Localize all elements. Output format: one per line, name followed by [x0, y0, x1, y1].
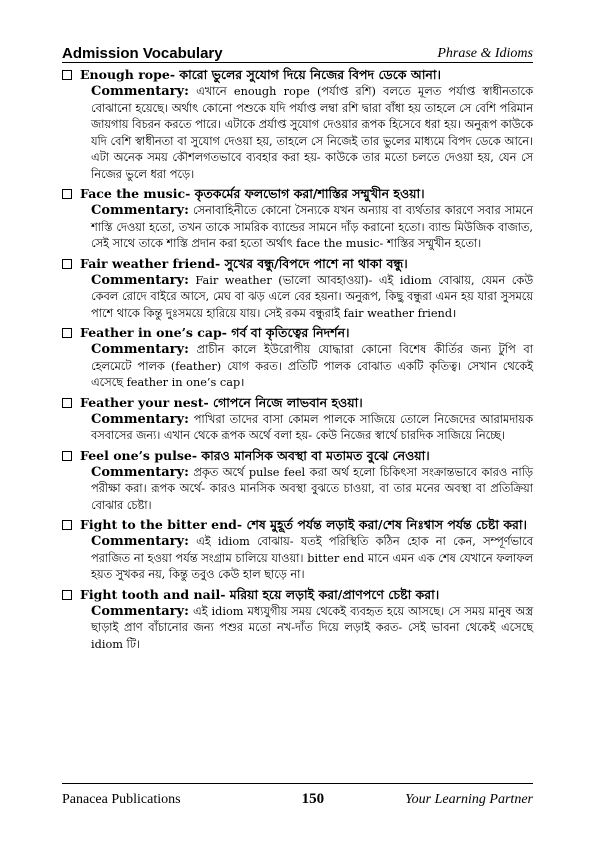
checkbox-icon: [62, 259, 72, 269]
idiom-entry: [62, 185, 533, 253]
idiom-term: Enough rope: [80, 67, 170, 82]
commentary-label: Commentary:: [91, 534, 189, 549]
idiom-term: Feather in one’s cap: [80, 325, 222, 340]
commentary-text: এই idiom বোঝায়- যতই পরিস্থিতি কঠিন হোক না কেন, সম্পূর্ণভাবে পরাজিত না হওয়া পর্যন্ত সংগ্রাম চালিয়ে যাওয়া। bitter end মানে এমন এক শেষ যেখানে ফলাফল হয়ত সুখকর নয়, কিন্তু তবুও কেউ হাল ছাড়ে না।: [91, 535, 533, 581]
checkbox-icon: [62, 328, 72, 338]
idiom-entry: [62, 324, 533, 392]
idiom-entry: [62, 447, 533, 515]
idiom-title-row: [62, 447, 533, 465]
commentary-text: এই idiom মধ্যযুগীয় সময় থেকেই ব্যবহৃত হয়ে আসছে। সে সময় মানুষ অস্ত্র ছাড়াই প্রাণ বাঁচানোর জন্য পশুর মতো নখ-দাঁত দিয়ে লড়াই করত- সেই ভাবনা থেকেই এসেছে idiom টি।: [91, 604, 533, 651]
commentary-text: পাখিরা তাদের বাসা কোমল পালকে সাজিয়ে তোলে নিজেদের আরামদায়ক বসবাসের জন্য। এখান থেকে রূপক অর্থে বলা হয়- কেউ নিজের স্বার্থে চারদিক সাজিয়ে নিচ্ছে।: [91, 412, 533, 442]
idiom-commentary: [91, 604, 533, 654]
idiom-meaning: - কারও মানসিক অবস্থা বা মতামত বুঝে নেওয়া।: [191, 447, 430, 463]
idiom-term: Feel one’s pulse: [80, 447, 192, 463]
checkbox-icon: [62, 590, 72, 600]
commentary-label: Commentary:: [91, 342, 189, 357]
commentary-label: Commentary:: [91, 84, 189, 99]
idiom-meaning: - কারো ভুলের সুযোগ দিয়ে নিজের বিপদ ডেকে আনা।: [169, 67, 441, 82]
commentary-label: Commentary:: [91, 272, 189, 288]
footer-publisher: Panacea Publications: [62, 792, 181, 807]
header-section-title: Phrase & Idioms: [437, 46, 533, 61]
checkbox-icon: [62, 520, 72, 530]
idiom-commentary: [91, 203, 533, 253]
page-number: 150: [301, 791, 325, 807]
commentary-label: Commentary:: [91, 603, 189, 619]
commentary-text: এখানে enough rope (পর্যাপ্ত রশি) বলতে মূলত পর্যাপ্ত স্বাধীনতাকে বোঝানো হয়েছে। অর্থাৎ কোনো পশুকে যদি পর্যাপ্ত লম্বা রশি দ্বারা বাঁধা হয় তাহলে সে বেশি পরিমান জায়গায় বিচরন করতে পারে। এটাকে প্রর্যাপ্ত সুযোগ দেওয়ার রূপক হিসেবে ধরা হয়। অনুরূপ কাউকে যদি বেশি স্বাধীনতা বা সুযোগ দেওয়া হয়, তাহলে সে নিজেই তার ভুলের মাধ্যমে বিপদ ডেকে আনে। এটা অনেক সময় কৌশলগতভাবে ব্যবহার করা হয়- কাউকে তার মতো চলতে দেওয়া হয়, যেন সে নিজের ভুলে ধরা পড়ে।: [91, 85, 534, 181]
idiom-commentary: [91, 412, 533, 445]
idiom-title-row: [62, 66, 533, 84]
idiom-commentary: [91, 273, 533, 323]
header-book-title: Admission Vocabulary: [62, 45, 223, 62]
commentary-label: Commentary:: [91, 203, 189, 218]
idiom-meaning: - সুখের বন্ধু/বিপদে পাশে না থাকা বন্ধু।: [215, 255, 408, 271]
checkbox-icon: [62, 398, 72, 408]
idiom-entry: [62, 394, 533, 445]
idiom-meaning: - মরিয়া হয়ে লড়াই করা/প্রাণপণে চেষ্টা করা।: [220, 586, 440, 602]
idiom-meaning: - গোপনে নিজে লাভবান হওয়া।: [203, 394, 363, 410]
idiom-meaning: - কৃতকর্মের ফলভোগ করা/শাস্তির সম্মুখীন হওয়া।: [185, 186, 425, 201]
idiom-entry: [62, 255, 533, 323]
idiom-commentary: [91, 342, 533, 392]
page-footer: [62, 783, 533, 808]
idiom-commentary: [91, 465, 533, 515]
commentary-label: Commentary:: [91, 411, 189, 427]
idiom-entry: [62, 66, 533, 183]
idiom-term: Fight tooth and nail: [80, 586, 221, 602]
checkbox-icon: [62, 189, 72, 199]
commentary-text: Fair weather (ভালো আবহাওয়া)- এই idiom বোঝায়, যেমন কেউ কেবল রোদে বাইরে আসে, মেঘ বা ঝড় এলে বের হয়না। অনুরূপ, কিছু বন্ধুরা এমন হয় যারা সুসময়ে পাশে থাকে কিন্তু দুঃসময়ে হারিয়ে যায়। সেই রকম বন্ধুরাই fair weather friend।: [91, 273, 533, 320]
idiom-title-row: [62, 255, 533, 273]
idiom-entry: [62, 516, 533, 584]
idiom-title-row: [62, 394, 533, 412]
idiom-commentary: [91, 534, 533, 584]
idiom-commentary: [91, 84, 533, 183]
idiom-term: Fair weather friend: [80, 255, 216, 271]
idiom-title-row: [62, 586, 533, 604]
footer-tagline: Your Learning Partner: [405, 792, 533, 807]
commentary-text: প্রকৃত অর্থে pulse feel করা অর্থ হলো চিকিৎসা সংক্রান্তভাবে কারও নাড়ি পরীক্ষা করা। রূপক অর্থে- কারও মানসিক অবস্থা বুঝতে চাওয়া, বা তার মনের অবস্থা বা প্রতিক্রিয়া বোঝার চেষ্টা।: [91, 465, 533, 512]
idiom-term: Feather your nest: [80, 394, 204, 410]
commentary-text: সেনাবাহিনীতে কোনো সৈন্যকে যখন অন্যায় বা ব্যর্থতার কারণে সবার সামনে শাস্তি দেওয়া হতো, তখন তাকে সামরিক ব্যান্ডের সামনে দাঁড় করানো হতো। ব্যান্ড মিউজিক বাজাত, সেই সাথে তাকে শাস্তি প্রদান করা হতো অর্থাৎ face the music- শাস্তির সম্মুখীন হতো।: [91, 204, 534, 250]
idiom-title-row: [62, 516, 533, 534]
page-header: [62, 38, 533, 63]
commentary-label: Commentary:: [91, 464, 189, 480]
idiom-list: [62, 66, 533, 653]
checkbox-icon: [62, 451, 72, 461]
idiom-term: Fight to the bitter end: [80, 517, 237, 532]
checkbox-icon: [62, 70, 72, 80]
idiom-term: Face the music: [80, 186, 186, 201]
idiom-title-row: [62, 185, 533, 203]
commentary-text: প্রাচীন কালে ইউরোপীয় যোদ্ধারা কোনো বিশেষ কীর্তির জন্য টুপি বা হেলমেটে পালক (feather) যোগ করত। প্রতিটি পালক বোঝাত একটি কৃতিত্ব। সেখান থেকেই এসেছে feather in one’s cap।: [91, 343, 533, 389]
idiom-entry: [62, 586, 533, 654]
page: [62, 38, 533, 808]
idiom-title-row: [62, 324, 533, 342]
idiom-meaning: - শেষ মুহূর্ত পর্যন্ত লড়াই করা/শেষ নিঃশ্বাস পর্যন্ত চেষ্টা করা।: [236, 517, 528, 532]
idiom-meaning: - গর্ব বা কৃতিত্বের নিদর্শন।: [221, 325, 350, 340]
